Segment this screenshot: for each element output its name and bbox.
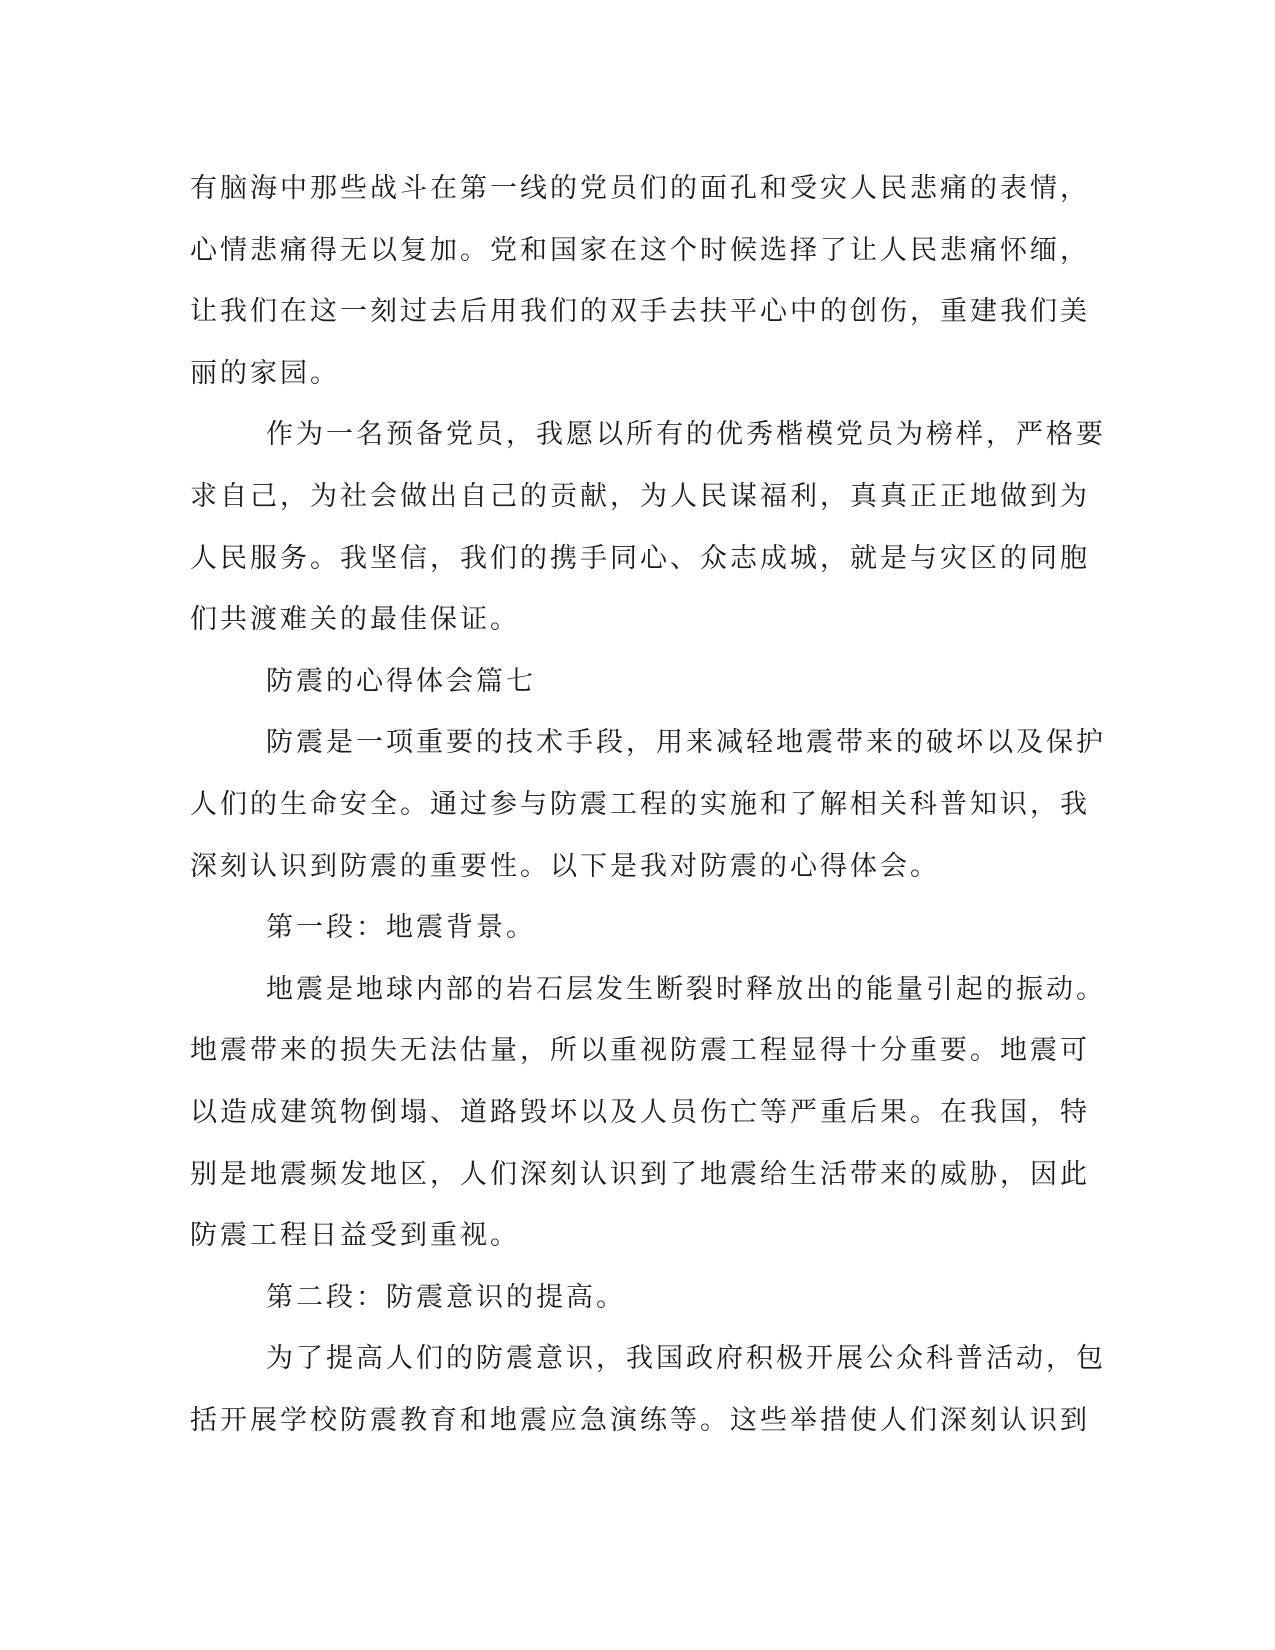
text-line: 以造成建筑物倒塌、道路毁坏以及人员伤亡等严重后果。在我国，特 bbox=[190, 1096, 1090, 1128]
section-heading: 防震的心得体会篇七 bbox=[266, 665, 536, 697]
text-line: 有脑海中那些战斗在第一线的党员们的面孔和受灾人民悲痛的表情， bbox=[190, 173, 1090, 204]
text-line: 们共渡难关的最佳保证。 bbox=[190, 604, 520, 636]
text-line: 深刻认识到防震的重要性。以下是我对防震的心得体会。 bbox=[190, 850, 940, 882]
text-line: 让我们在这一刻过去后用我们的双手去扶平心中的创伤，重建我们美 bbox=[190, 296, 1090, 328]
text-line: 人们的生命安全。通过参与防震工程的实施和了解相关科普知识，我 bbox=[190, 788, 1090, 820]
paragraph-start-line: 防震是一项重要的技术手段，用来减轻地震带来的破坏以及保护 bbox=[266, 727, 1106, 759]
text-line: 别是地震频发地区，人们深刻认识到了地震给生活带来的威胁，因此 bbox=[190, 1158, 1090, 1190]
text-line: 人民服务。我坚信，我们的携手同心、众志成城，就是与灾区的同胞 bbox=[190, 542, 1090, 574]
paragraph-start-line: 为了提高人们的防震意识，我国政府积极开展公众科普活动，包 bbox=[266, 1343, 1106, 1375]
text-line: 防震工程日益受到重视。 bbox=[190, 1220, 520, 1252]
document-body bbox=[190, 158, 1106, 1451]
text-line: 括开展学校防震教育和地震应急演练等。这些举措使人们深刻认识到 bbox=[190, 1404, 1090, 1436]
text-line: 丽的家园。 bbox=[190, 357, 340, 389]
subsection-heading: 第二段：防震意识的提高。 bbox=[266, 1281, 626, 1313]
text-line: 心情悲痛得无以复加。党和国家在这个时候选择了让人民悲痛怀缅， bbox=[190, 234, 1090, 266]
paragraph-start-line: 地震是地球内部的岩石层发生断裂时释放出的能量引起的振动。 bbox=[266, 973, 1106, 1005]
subsection-heading: 第一段：地震背景。 bbox=[266, 912, 536, 944]
paragraph-start-line: 作为一名预备党员，我愿以所有的优秀楷模党员为榜样，严格要 bbox=[266, 419, 1106, 451]
text-line: 求自己，为社会做出自己的贡献，为人民谋福利，真真正正地做到为 bbox=[190, 480, 1090, 512]
text-line: 地震带来的损失无法估量，所以重视防震工程显得十分重要。地震可 bbox=[190, 1035, 1090, 1067]
